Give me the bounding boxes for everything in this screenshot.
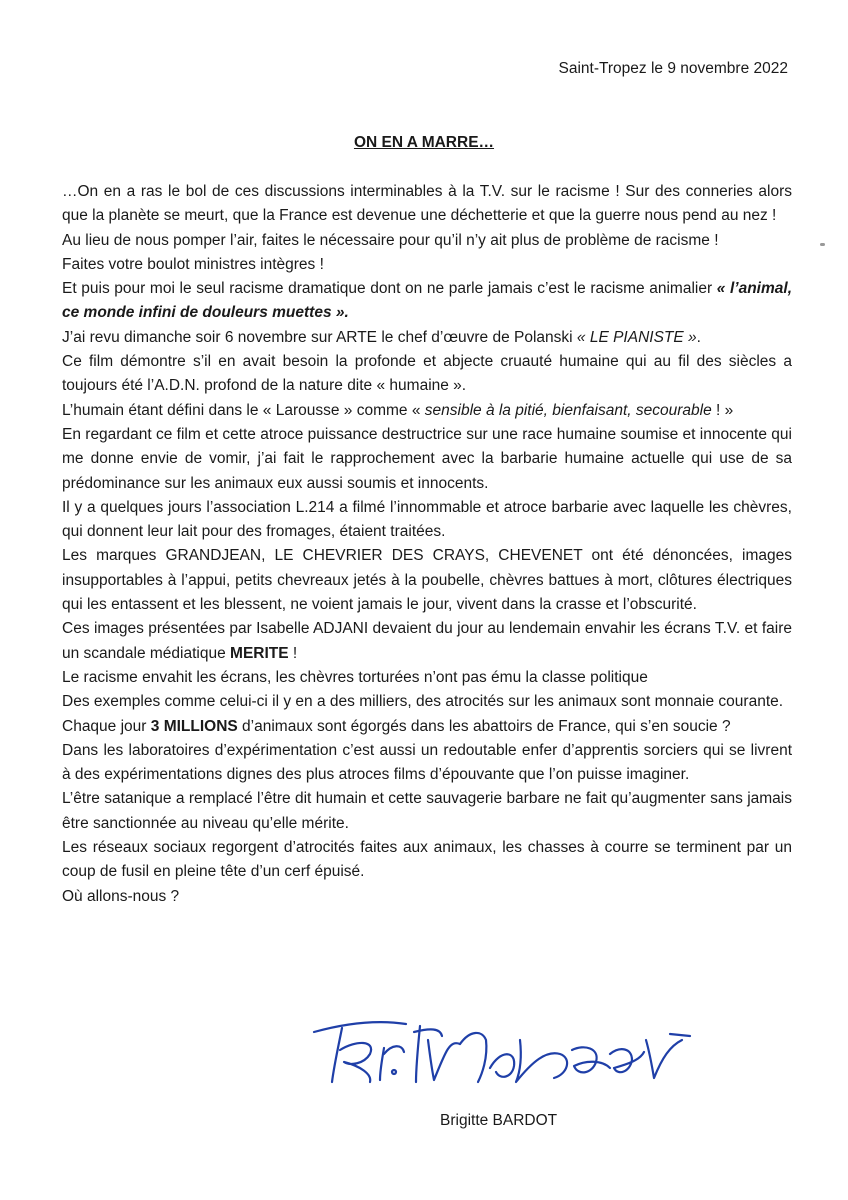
paragraph-text: Ce film démontre s’il en avait besoin la profonde et abjecte cruauté humaine qui au fil des siècles a toujours été l’A.D.N. profond de la nature dite « humaine ».	[62, 353, 792, 395]
letter-title: ON EN A MARRE…	[353, 134, 495, 151]
paragraph	[62, 690, 792, 714]
paragraph	[62, 885, 792, 909]
paragraph-text: Les réseaux sociaux regorgent d’atrocités faites aux animaux, les chasses à courre se terminent par un coup de fusil en pleine tête d’un cerf épuisé.	[62, 839, 792, 881]
paragraph	[62, 253, 792, 277]
paragraph-text: « LE PIANISTE »	[576, 328, 697, 346]
paragraph-text: .	[696, 328, 701, 346]
paragraph-text: J’ai revu dimanche soir 6 novembre sur ARTE le chef d’œuvre de Polanski	[62, 328, 577, 346]
signatory-name: Brigitte BARDOT	[440, 1112, 558, 1129]
paragraph-text: Des exemples comme celui-ci il y en a des milliers, des atrocités sur les animaux sont monnaie courante.	[62, 693, 784, 711]
paragraph	[62, 326, 792, 350]
paragraph-text: Il y a quelques jours l’association L.214 a filmé l’innommable et atroce barbarie avec laquelle les chèvres, qui donnent leur lait pour des fromages, étaient traitées.	[62, 498, 792, 541]
letter-body	[62, 180, 792, 909]
paragraph-text: L’humain étant défini dans le « Larousse » comme «	[62, 401, 425, 419]
paragraph-text: sensible à la pitié, bienfaisant, secourable	[424, 401, 712, 419]
paragraph-text: !	[288, 644, 298, 662]
paragraph	[62, 229, 792, 253]
paragraph-text: Dans les laboratoires d’expérimentation c’est aussi un redoutable enfer d’apprentis sorciers qui se livrent à des expérimentations dignes des plus atroces films d’épouvante que l’on puisse imaginer.	[62, 741, 792, 784]
paragraph-text: Faites votre boulot ministres intègres !	[62, 255, 324, 273]
paragraph-text: …On en a ras le bol de ces discussions interminables à la T.V. sur le racisme ! Sur des conneries alors que la planète se meurt, que la France est devenue une déchetterie et que la guerre nous pend au nez !	[62, 183, 792, 225]
paragraph-text: Ces images présentées par Isabelle ADJANI devaient du jour au lendemain envahir les écrans T.V. et faire un scandale médiatique	[62, 620, 792, 662]
paragraph-text: 3 MILLIONS	[150, 717, 238, 735]
paragraph-text: Au lieu de nous pomper l’air, faites le nécessaire pour qu’il n’y ait plus de problème de racisme !	[62, 231, 719, 249]
paragraph-text: En regardant ce film et cette atroce puissance destructrice sur une race humaine soumise et innocente qui me donne envie de vomir, j’ai fait le rapprochement avec la barbarie humaine actuelle qui use de sa prédominance sur les animaux eux aussi soumis et innocents.	[62, 425, 792, 492]
paragraph	[62, 739, 792, 788]
paragraph-text: Où allons-nous ?	[62, 887, 180, 905]
paragraph-text: Chaque jour	[62, 717, 151, 735]
paragraph	[62, 350, 792, 399]
paragraph-text: Le racisme envahit les écrans, les chèvres torturées n’ont pas ému la classe politique	[62, 668, 648, 686]
paragraph	[62, 666, 792, 690]
paragraph	[62, 496, 792, 545]
paragraph-text: « l’animal, ce monde infini de douleurs muettes ».	[62, 280, 793, 322]
paragraph-text: Les marques GRANDJEAN, LE CHEVRIER DES CRAYS, CHEVENET ont été dénoncées, images insupportables à l’appui, petits chevreaux jetés à la poubelle, chèvres battues à mort, clôtures électriques qui les entassent et les blessent, ne voient jamais le jour, vivent dans la crasse et l’obscurité.	[62, 547, 792, 614]
paragraph	[62, 715, 792, 739]
dateline: Saint-Tropez le 9 novembre 2022	[558, 60, 788, 77]
paragraph	[62, 180, 792, 229]
paragraph	[62, 787, 792, 836]
paragraph	[62, 836, 792, 885]
paragraph-text: Et puis pour moi le seul racisme dramatique dont on ne parle jamais c’est le racisme animalier	[62, 280, 717, 298]
paragraph	[62, 617, 792, 666]
paragraph-text: ! »	[711, 401, 734, 419]
paragraph-text: MERITE	[230, 644, 289, 662]
paragraph	[62, 544, 792, 617]
paragraph-text: d’animaux sont égorgés dans les abattoirs de France, qui s’en soucie ?	[237, 717, 731, 735]
paragraph	[62, 423, 792, 496]
paragraph	[62, 277, 792, 326]
handwritten-signature	[310, 1010, 710, 1090]
paragraph	[62, 399, 792, 423]
scan-speck	[820, 243, 825, 246]
paragraph-text: L’être satanique a remplacé l’être dit humain et cette sauvagerie barbare ne fait qu’augmenter sans jamais être sanctionnée au niveau qu’elle mérite.	[62, 790, 792, 832]
